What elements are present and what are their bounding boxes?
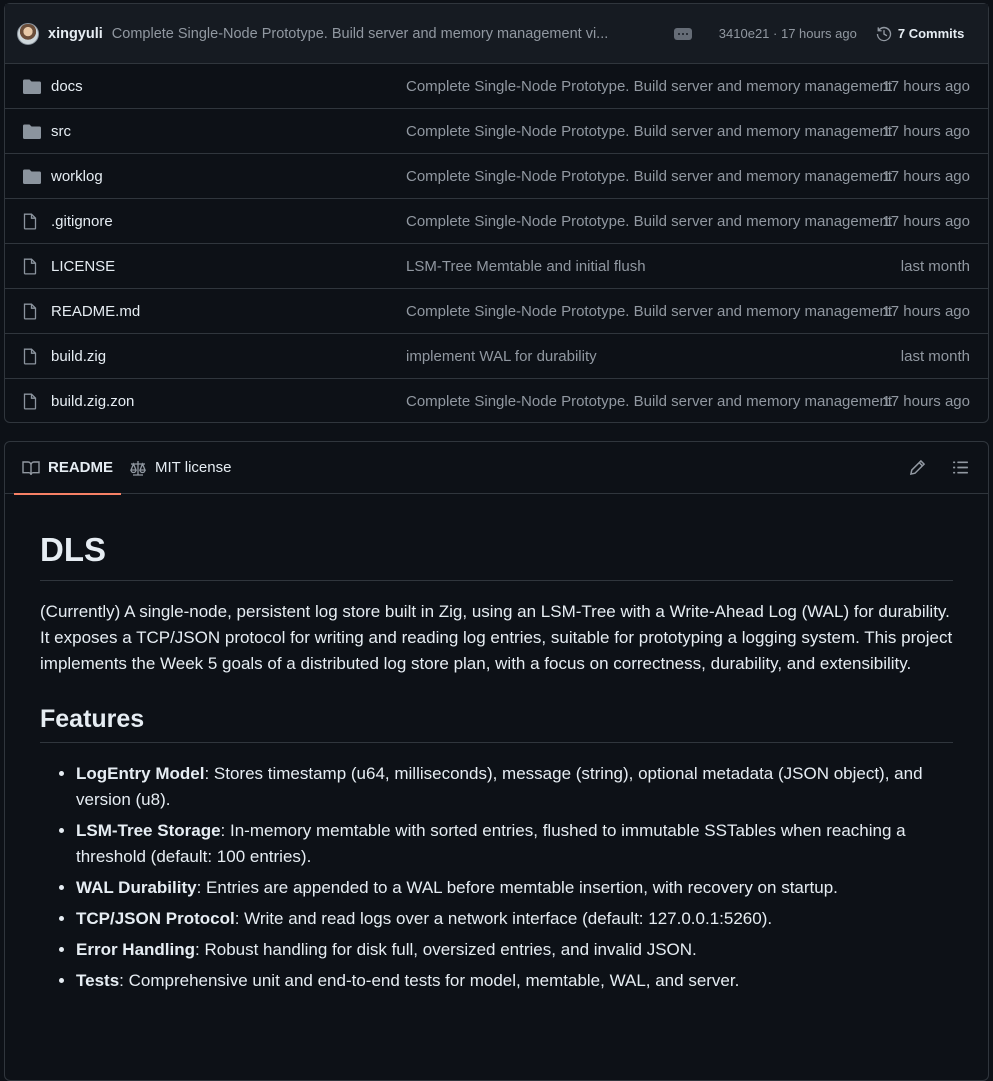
readme-actions xyxy=(909,459,969,476)
book-icon xyxy=(22,460,40,476)
features-heading: Features xyxy=(40,705,953,743)
file-icon xyxy=(23,213,41,229)
file-name-link[interactable]: .gitignore xyxy=(51,212,113,230)
list-item xyxy=(76,761,953,813)
file-icon xyxy=(23,303,41,319)
avatar[interactable] xyxy=(17,23,39,45)
commit-author[interactable]: xingyuli xyxy=(48,25,103,42)
pencil-icon[interactable] xyxy=(909,459,926,476)
file-name-link[interactable]: worklog xyxy=(51,167,103,185)
features-list xyxy=(40,761,953,994)
tab-readme[interactable] xyxy=(14,442,121,494)
tab-license-label: MIT license xyxy=(155,459,232,476)
feature-text: : Stores timestamp (u64, milliseconds), message (string), optional metadata (JSON object), and version (u8). xyxy=(76,764,923,810)
file-name-link[interactable]: README.md xyxy=(51,302,141,320)
commit-message[interactable]: Complete Single-Node Prototype. Build server and memory management vi... xyxy=(111,25,609,42)
file-date: 17 hours ago xyxy=(882,122,970,140)
feature-text: : Write and read logs over a network interface (default: 127.0.0.1:5260). xyxy=(234,909,773,929)
feature-text: : Robust handling for disk full, oversized entries, and invalid JSON. xyxy=(195,940,697,960)
file-name-link[interactable]: LICENSE xyxy=(51,257,116,275)
file-commit-message[interactable]: Complete Single-Node Prototype. Build server and memory management xyxy=(406,122,893,140)
file-date: 17 hours ago xyxy=(882,302,970,320)
file-date: 17 hours ago xyxy=(882,167,970,185)
list-item xyxy=(76,906,953,932)
file-commit-message[interactable]: Complete Single-Node Prototype. Build server and memory management xyxy=(406,167,893,185)
file-commit-message[interactable]: Complete Single-Node Prototype. Build server and memory management xyxy=(406,77,893,95)
file-date: 17 hours ago xyxy=(882,77,970,95)
feature-text: : Entries are appended to a WAL before memtable insertion, with recovery on startup. xyxy=(196,878,838,898)
readme-intro: (Currently) A single-node, persistent log store built in Zig, using an LSM-Tree with a Write-Ahead Log (WAL) for durability. It exposes a TCP/JSON protocol for writing and reading log entries, suitable for prototyping a logging system. This project implements the Week 5 goals of a distributed log store plan, with a focus on correctness, durability, and extensibility. xyxy=(40,602,953,674)
file-name-link[interactable]: build.zig xyxy=(51,347,107,365)
file-name-link[interactable]: docs xyxy=(51,77,83,95)
file-icon xyxy=(23,348,41,364)
file-commit-message[interactable]: Complete Single-Node Prototype. Build server and memory management xyxy=(406,302,893,320)
file-browser xyxy=(4,3,989,423)
feature-label: LogEntry Model xyxy=(76,764,205,784)
readme-tabs xyxy=(5,442,988,494)
list-outline-icon[interactable] xyxy=(952,459,969,476)
file-icon xyxy=(23,258,41,274)
feature-label: LSM-Tree Storage xyxy=(76,821,221,841)
list-item xyxy=(76,875,953,901)
law-icon xyxy=(129,460,147,476)
file-icon xyxy=(23,394,41,410)
file-row[interactable] xyxy=(5,64,988,109)
file-row[interactable] xyxy=(5,289,988,334)
feature-label: Error Handling xyxy=(76,940,196,960)
readme-panel xyxy=(4,441,989,1081)
commit-hash-time[interactable]: 3410e21 · 17 hours ago xyxy=(718,26,857,41)
file-row[interactable] xyxy=(5,154,988,199)
feature-text: : In-memory memtable with sorted entries, flushed to immutable SSTables when reaching a threshold (default: 100 entries). xyxy=(76,821,906,867)
feature-text: : Comprehensive unit and end-to-end tests for model, memtable, WAL, and server. xyxy=(119,971,740,991)
list-item xyxy=(76,818,953,870)
file-name-link[interactable]: src xyxy=(51,122,71,140)
history-icon xyxy=(875,25,893,43)
file-row[interactable] xyxy=(5,199,988,244)
file-row[interactable] xyxy=(5,379,988,424)
expand-commit-button[interactable] xyxy=(674,28,692,40)
file-commit-message[interactable]: LSM-Tree Memtable and initial flush xyxy=(406,257,646,275)
tab-readme-label: README xyxy=(48,459,114,476)
folder-icon xyxy=(23,123,41,139)
folder-icon xyxy=(23,78,41,94)
file-row[interactable] xyxy=(5,334,988,379)
file-commit-message[interactable]: implement WAL for durability xyxy=(406,347,597,365)
feature-label: WAL Durability xyxy=(76,878,197,898)
commits-count: 7 Commits xyxy=(897,26,965,41)
latest-commit-bar xyxy=(5,4,988,64)
tab-license[interactable] xyxy=(121,442,239,494)
feature-label: Tests xyxy=(76,971,120,991)
file-commit-message[interactable]: Complete Single-Node Prototype. Build server and memory management xyxy=(406,212,893,230)
file-list xyxy=(5,64,988,424)
feature-label: TCP/JSON Protocol xyxy=(76,909,235,929)
readme-title: DLS xyxy=(40,532,953,581)
file-date: 17 hours ago xyxy=(882,212,970,230)
file-row[interactable] xyxy=(5,244,988,289)
file-date: 17 hours ago xyxy=(882,393,970,410)
commits-history-link[interactable] xyxy=(875,25,964,43)
folder-icon xyxy=(23,168,41,184)
file-name-link[interactable]: build.zig.zon xyxy=(51,393,135,410)
file-date: last month xyxy=(900,347,970,365)
file-row[interactable] xyxy=(5,109,988,154)
file-date: last month xyxy=(900,257,970,275)
readme-content xyxy=(5,494,988,994)
list-item xyxy=(76,968,953,994)
list-item xyxy=(76,937,953,963)
file-commit-message[interactable]: Complete Single-Node Prototype. Build server and memory management xyxy=(406,393,893,410)
